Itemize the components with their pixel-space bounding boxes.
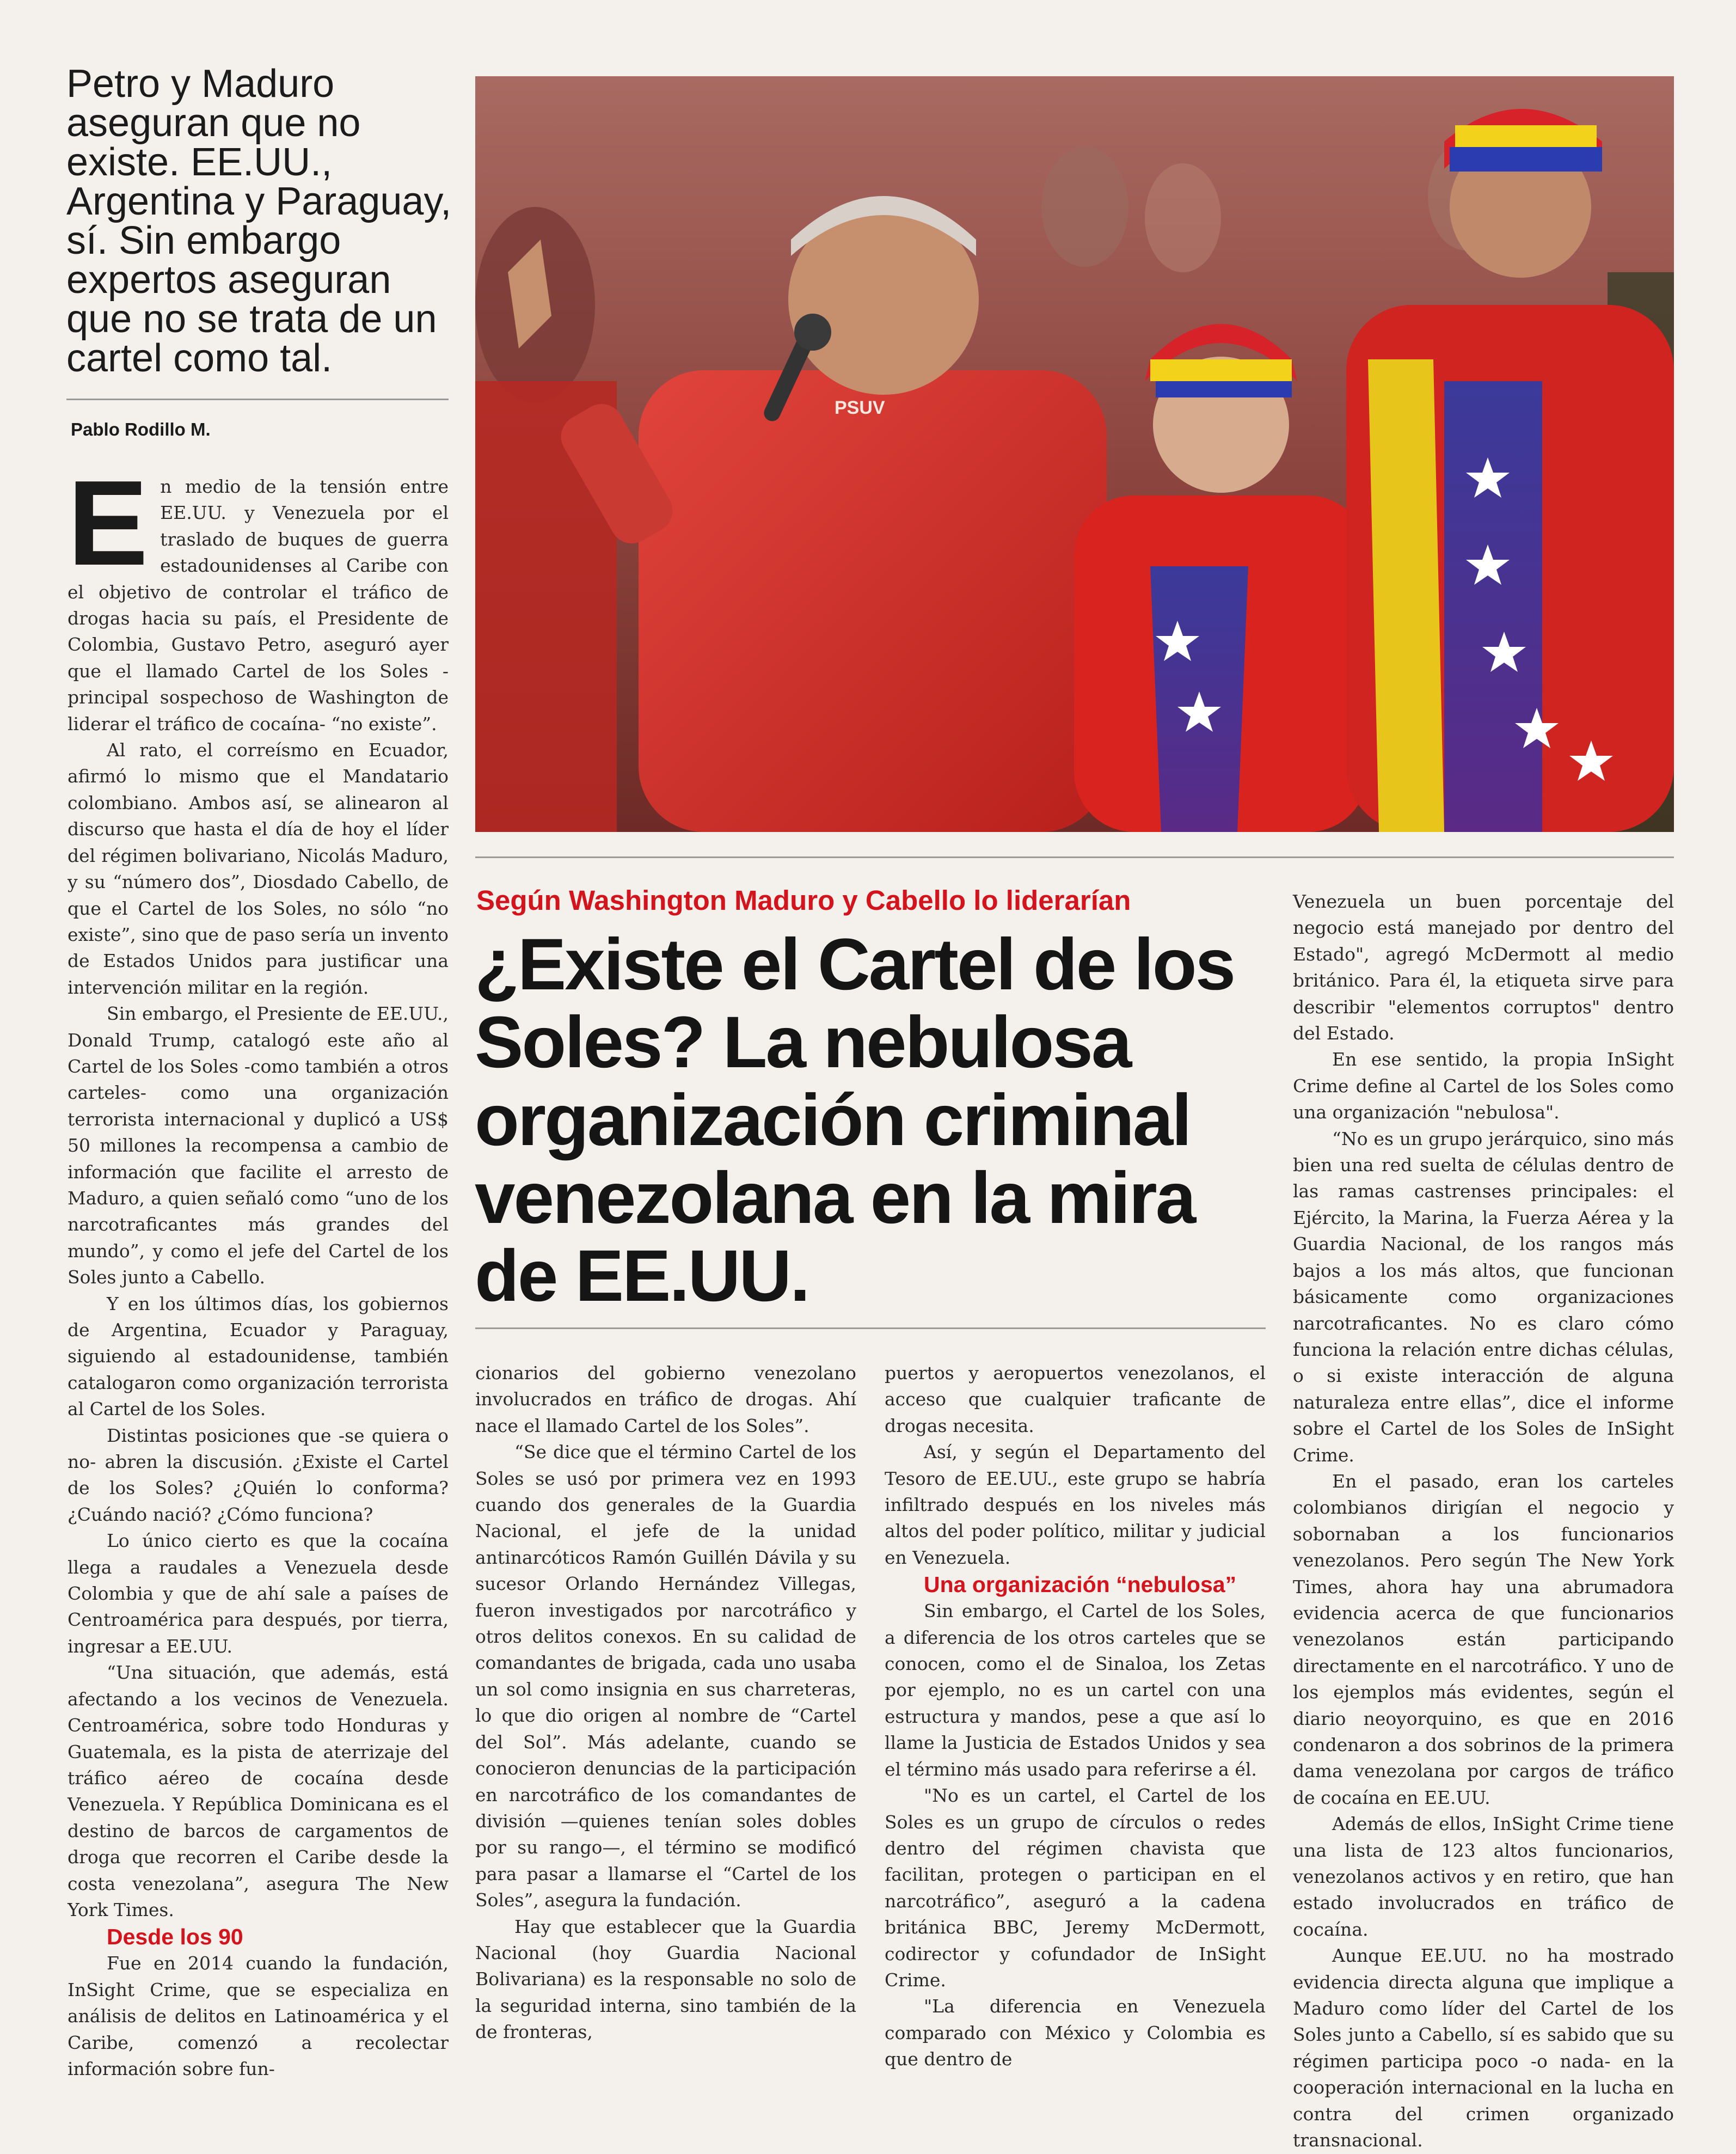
paragraph: Lo único cierto es que la cocaína llega a raudales a Venezuela desde Colombia y que de ahí sale a países de Centroamérica para después, por tierra, ingresar a EE.UU. xyxy=(68,1530,449,1657)
drop-cap: E xyxy=(68,456,149,591)
byline: Pablo Rodillo M. xyxy=(71,419,211,439)
paragraph: Y en los últimos días, los gobiernos de Argentina, Ecuador y Paraguay, siguiendo al estadounidense, también catalogaron como organización terrorista al Cartel de los Soles. xyxy=(68,1293,449,1420)
paragraph: n medio de la tensión entre EE.UU. y Venezuela por el traslado de buques de guerra estadounidenses al Caribe con el objetivo de controlar el tráfico de drogas hacia su país, el Presidente de Colombia, Gustavo Petro, aseguró ayer que el llamado Cartel de los Soles -principal sospechoso de Washington de liderar el tráfico de cocaína- “no existe”. xyxy=(68,476,449,735)
paragraph: Al rato, el correísmo en Ecuador, afirmó lo mismo que el Mandatario colombiano. Ambos así, se alinearon al discurso que hasta el día de hoy el líder del régimen bolivariano, Nicolás Maduro, y su “número dos”, Diosdado Cabello, de que el Cartel de los Soles, no sólo “no existe”, sino que de paso sería un invento de Estados Unidos para justificar una intervención militar en la región. xyxy=(68,739,449,998)
paragraph: Aunque EE.UU. no ha mostrado evidencia directa alguna que implique a Maduro como líder del Cartel de los Soles junto a Cabello, sí es sabido que su régimen participa poco -o nada- en la cooperación internacional en la lucha en contra del crimen organizado transnacional. xyxy=(1293,1945,1674,2151)
paragraph: Fue en 2014 cuando la fundación, InSight Crime, que se especializa en análisis de delitos en Latinoamérica y el Caribe, comenzó a recolectar información sobre fun- xyxy=(68,1953,449,2079)
paragraph: puertos y aeropuertos venezolanos, el acceso que cualquier traficante de drogas necesita. xyxy=(885,1362,1266,1436)
column-1 xyxy=(68,456,449,2082)
paragraph: Venezuela un buen porcentaje del negocio está manejado por dentro del Estado", agregó McDermott al medio británico. Para él, la etiqueta sirve para describir "elementos corruptos" dentro del Estado. xyxy=(1293,891,1674,1044)
headline-divider xyxy=(475,1327,1266,1329)
paragraph: Además de ellos, InSight Crime tiene una lista de 123 altos funcionarios, venezolanos activos y en retiro, que han estado involucrados en tráfico de cocaína. xyxy=(1293,1813,1674,1940)
subheading: Una organización “nebulosa” xyxy=(924,1572,1237,1598)
kicker: Según Washington Maduro y Cabello lo liderarían xyxy=(476,885,1131,916)
paragraph: En el pasado, eran los carteles colombianos dirigían el negocio y sobornaban a los funcionarios venezolanos. Pero según The New York Times, ahora hay una abrumadora evidencia acerca de que funcionarios venezolanos están participando directamente en el narcotráfico. Y uno de los ejemplos más evidentes, según el diario neoyorquino, es que en 2016 condenaron a dos sobrinos de la primera dama venezolana por cargos de tráfico de cocaína en EE.UU. xyxy=(1293,1470,1674,1808)
column-2 xyxy=(475,1360,856,2046)
paragraph: Sin embargo, el Presiente de EE.UU., Donald Trump, catalogó este año al Cartel de los Soles -como también a otros carteles- como una organización terrorista internacional y duplicó a US$ 50 millones la recompensa a cambio de información que facilite el arresto de Maduro, a quien señaló como “uno de los narcotraficantes más grandes del mundo”, y como el jefe del Cartel de los Soles junto a Cabello. xyxy=(68,1003,449,1288)
paragraph: “Una situación, que además, está afectando a los vecinos de Venezuela. Centroamérica, sobre todo Honduras y Guatemala, es la pista de aterrizaje del tráfico aéreo de cocaína desde Venezuela. Y República Dominicana es el destino de barcos de cargamentos de droga que recorren el Caribe desde la costa venezolana”, asegura The New York Times. xyxy=(68,1662,449,1920)
lead-photo xyxy=(475,76,1674,832)
paragraph: "La diferencia en Venezuela comparado con México y Colombia es que dentro de xyxy=(885,1996,1266,2070)
paragraph: Sin embargo, el Cartel de los Soles, a diferencia de los otros carteles que se conocen, como el de Sinaloa, los Zetas por ejemplo, no es un cartel con una estructura y mandos, pese a que así lo llame la Justicia de Estados Unidos y sea el término más usado para referirse a él. xyxy=(885,1600,1266,1780)
paragraph: Distintas posiciones que -se quiera o no- abren la discusión. ¿Existe el Cartel de los Soles? ¿Quién lo conforma? ¿Cuándo nació? ¿Cómo funciona? xyxy=(68,1424,449,1525)
paragraph: “Se dice que el término Cartel de los Soles se usó por primera vez en 1993 cuando dos generales de la Guardia Nacional, el jefe de la unidad antinarcóticos Ramón Guillén Dávila y su sucesor Orlando Hernández Villegas, fueron investigados por narcotráfico y otros delitos conexos. En su calidad de comandantes de brigada, cada uno usaba un sol como insignia en sus charreteras, lo que dio origen al nombre de “Cartel del Sol”. Más adelante, cuando se conocieron denuncias de la participación en narcotráfico de los comandantes de división —quienes tenían soles dobles por su rango—, el término se modificó para pasar a llamarse el “Cartel de los Soles”, asegura la fundación. xyxy=(475,1441,856,1911)
speaker-shirt xyxy=(639,370,1107,832)
subheading: Desde los 90 xyxy=(107,1924,243,1950)
paragraph: “No es un grupo jerárquico, sino más bien una red suelta de células dentro de las ramas castrenses principales: el Ejército, la Marina, la Fuerza Aérea y la Guardia Nacional, de los rangos más bajos a los más altos, que funcionan básicamente como organizaciones narcotraficantes. No es claro cómo funciona la relación entre dichas células, o si existe interacción de alguna naturaleza entre ellas”, dice el informe sobre el Cartel de los Soles de InSight Crime. xyxy=(1293,1128,1674,1466)
article-deck: Petro y Maduro aseguran que no existe. EE.UU., Argentina y Paraguay, sí. Sin embargo expertos aseguran que no se trata de un cartel como tal. xyxy=(66,62,452,380)
paragraph: En ese sentido, la propia InSight Crime define al Cartel de los Soles como una organización "nebulosa". xyxy=(1293,1049,1674,1123)
photo-divider xyxy=(475,856,1674,858)
paragraph: cionarios del gobierno venezolano involucrados en tráfico de drogas. Ahí nace el llamado Cartel de los Soles”. xyxy=(475,1362,856,1436)
column-4 xyxy=(1293,889,1674,2154)
deck-divider xyxy=(66,399,449,400)
paragraph: Hay que establecer que la Guardia Nacional (hoy Guardia Nacional Bolivariana) es la responsable no solo de la seguridad interna, sino también de la de fronteras, xyxy=(475,1916,856,2043)
paragraph: "No es un cartel, el Cartel de los Soles es un grupo de círculos o redes dentro del régimen chavista que facilitan, protegen o participan en el narcotráfico”, aseguró a la cadena británica BBC, Jeremy McDermott, codirector y cofundador de InSight Crime. xyxy=(885,1785,1266,1991)
column-3 xyxy=(885,1360,1266,2073)
paragraph: Así, y según el Departamento del Tesoro de EE.UU., este grupo se habría infiltrado después en los niveles más altos del poder político, militar y judicial en Venezuela. xyxy=(885,1441,1266,1568)
psuv-badge: PSUV xyxy=(835,397,885,418)
headline: ¿Existe el Cartel de los Soles? La nebulosa organización criminal venezolana en la mira de EE.UU. xyxy=(475,924,1235,1317)
